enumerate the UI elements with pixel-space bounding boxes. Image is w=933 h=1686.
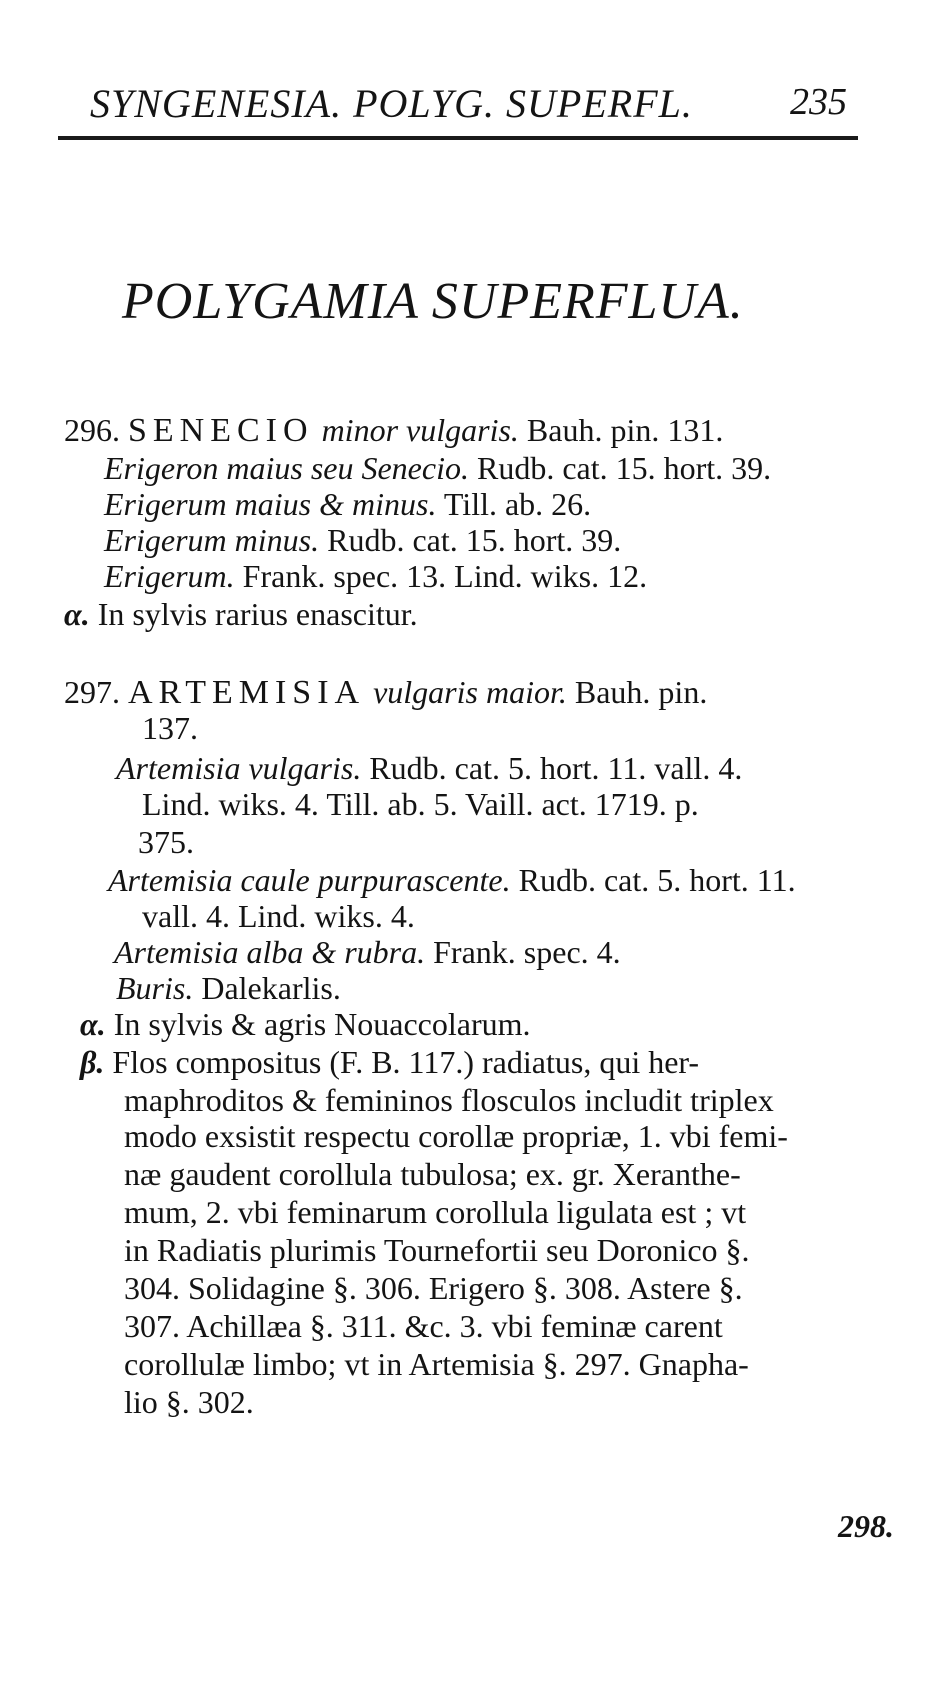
alpha-marker: α. (80, 1006, 106, 1042)
synonym-name: Artemisia alba & rubra. (114, 934, 426, 970)
entry-297-line-4 (114, 936, 621, 968)
citation: Frank. spec. 4. (433, 934, 621, 970)
citation: Till. ab. 26. (443, 486, 592, 522)
entry-number: 297. (64, 674, 120, 710)
genus-name: SENECIO (128, 412, 314, 449)
entry-296-line-3 (104, 488, 591, 520)
entry-297-line-2-cont2: 375. (138, 824, 194, 860)
synonym-name: Erigeron maius seu Senecio. (104, 450, 469, 486)
citation: Rudb. cat. 5. hort. 11. (518, 862, 796, 898)
entry-297-note-line-1 (80, 1046, 699, 1078)
entry-296-line-2 (104, 452, 771, 484)
page-number: 235 (790, 81, 847, 123)
citation: Frank. spec. 13. Lind. wiks. 12. (242, 558, 648, 594)
synonym-name: Artemisia vulgaris. (116, 750, 362, 786)
synonym-name: Erigerum maius & minus. (104, 486, 437, 522)
phrase-name: vulgaris maior. (373, 674, 567, 710)
alpha-marker: α. (64, 596, 90, 632)
citation: Dalekarlis. (201, 970, 341, 1006)
entry-297-line-2 (116, 752, 742, 784)
entry-296-line-4 (104, 524, 621, 556)
entry-297-note-line-4: næ gaudent corollula tubulosa; ex. gr. Xeranthe- (124, 1156, 741, 1192)
citation: Bauh. pin. (574, 674, 708, 710)
entry-297-line-5 (116, 972, 341, 1004)
entry-296-line-5 (104, 560, 647, 592)
section-title: POLYGAMIA SUPERFLUA. (122, 273, 744, 330)
entry-297-note-line-3: modo exsistit respectu corollæ propriæ, 1. vbi femi- (124, 1118, 788, 1154)
entry-297-line-3-cont: vall. 4. Lind. wiks. 4. (142, 898, 415, 934)
habitat-text: In sylvis & agris Nouaccolarum. (113, 1006, 531, 1042)
entry-number: 296. (64, 412, 120, 448)
entry-297-line-3 (108, 864, 796, 896)
genus-name: ARTEMISIA (128, 674, 366, 711)
synonym-name: Buris. (116, 970, 194, 1006)
entry-297-note-line-7: 304. Solidagine §. 306. Erigero §. 308. Astere §. (124, 1270, 743, 1306)
citation: Bauh. pin. 131. (526, 412, 724, 448)
synonym-name: Artemisia caule purpurascente. (108, 862, 511, 898)
entry-297-line-2-cont: Lind. wiks. 4. Till. ab. 5. Vaill. act. 1719. p. (142, 786, 699, 822)
entry-297-note-line-10: lio §. 302. (124, 1384, 254, 1420)
catchword: 298. (838, 1508, 894, 1544)
entry-297-line-1-cont: 137. (142, 710, 198, 746)
synonym-name: Erigerum minus. (104, 522, 320, 558)
entry-297-habitat (80, 1008, 531, 1040)
entry-296-line-1 (64, 414, 723, 448)
entry-297-note-line-5: mum, 2. vbi feminarum corollula ligulata est ; vt (124, 1194, 747, 1230)
phrase-name: minor vulgaris. (321, 412, 519, 448)
citation: Rudb. cat. 15. hort. 39. (327, 522, 622, 558)
citation: Rudb. cat. 15. hort. 39. (476, 450, 772, 486)
beta-marker: β. (80, 1044, 105, 1080)
entry-297-note-line-8: 307. Achillæa §. 311. &c. 3. vbi feminæ carent (124, 1308, 723, 1344)
entry-297-note-line-2: maphroditos & femininos flosculos includit triplex (124, 1082, 774, 1118)
entry-297-note-line-9: corollulæ limbo; vt in Artemisia §. 297. Gnapha- (124, 1346, 749, 1382)
citation: Rudb. cat. 5. hort. 11. vall. 4. (369, 750, 743, 786)
habitat-text: In sylvis rarius enascitur. (97, 596, 418, 632)
entry-297-line-1 (64, 676, 707, 710)
entry-297-note-line-6: in Radiatis plurimis Tournefortii seu Doronico §. (124, 1232, 750, 1268)
note-text: Flos compositus (F. B. 117.) radiatus, qui her- (112, 1044, 700, 1080)
entry-296-habitat (64, 598, 418, 630)
synonym-name: Erigerum. (104, 558, 235, 594)
header-rule (58, 136, 858, 140)
running-head: SYNGENESIA. POLYG. SUPERFL. (90, 81, 693, 126)
